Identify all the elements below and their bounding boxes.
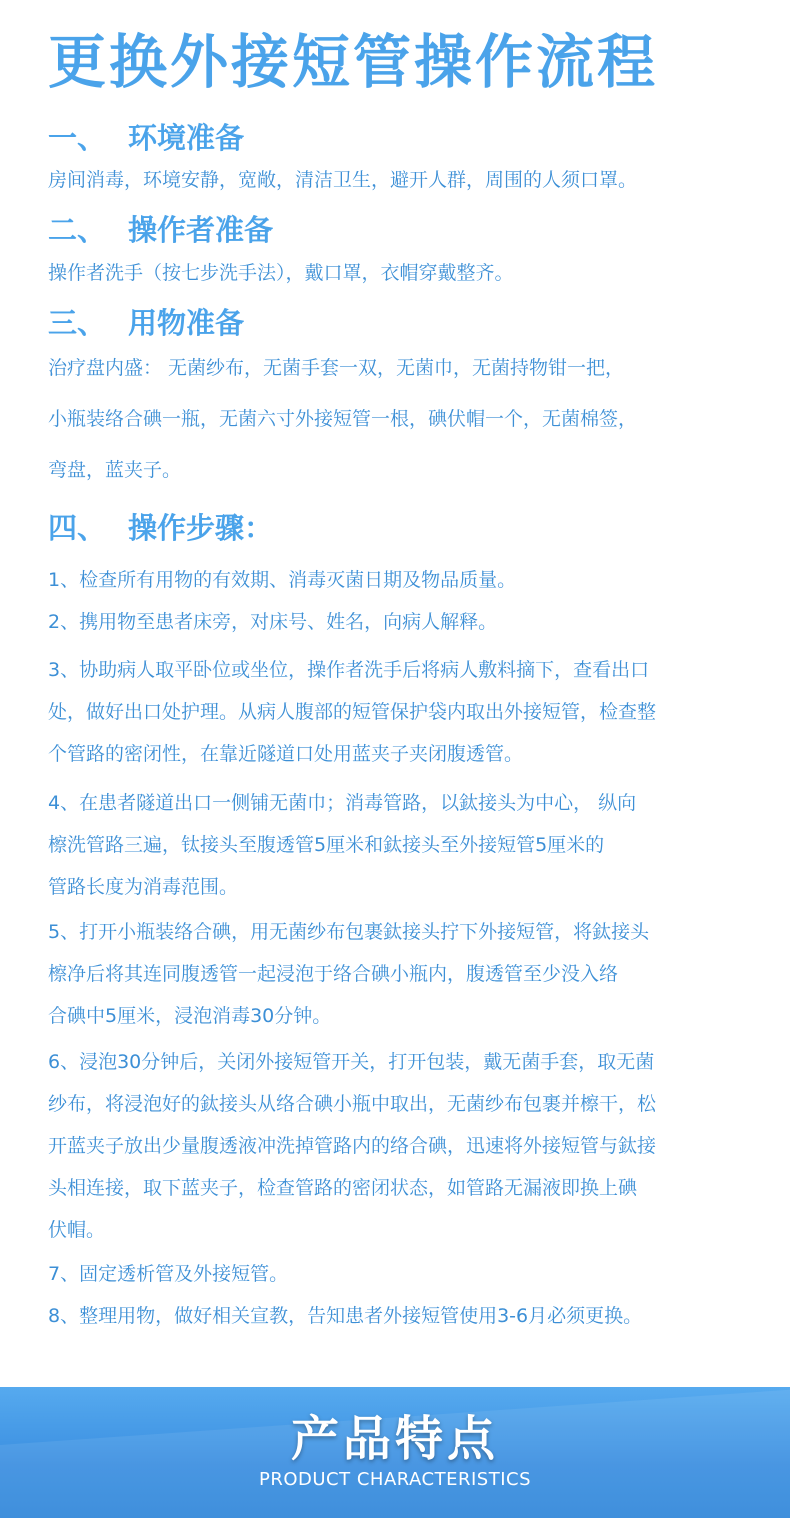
paragraph-line: 治疗盘内盛： 无菌纱布，无菌手套一双，无菌巾，无菌持物钳一把， <box>48 357 625 379</box>
product-characteristics-banner <box>0 1387 790 1518</box>
paragraph-line: 房间消毒，环境安静，宽敞，清洁卫生，避开人群，周围的人须口罩。 <box>48 169 638 191</box>
step-line: 3、协助病人取平卧位或坐位，操作者洗手后将病人敷料摘下，查看出口 <box>48 659 650 681</box>
section-number: 一、 <box>48 121 107 155</box>
section-number: 三、 <box>48 306 107 340</box>
step-line: 8、整理用物，做好相关宣教，告知患者外接短管使用3-6月必须更换。 <box>48 1305 643 1327</box>
paragraph-line: 弯盘，蓝夹子。 <box>48 459 182 481</box>
section-heading-environment <box>48 120 244 156</box>
section-number: 四、 <box>48 511 107 545</box>
step-line: 个管路的密闭性，在靠近隧道口处用蓝夹子夹闭腹透管。 <box>48 743 524 765</box>
step-line: 1、检查所有用物的有效期、消毒灭菌日期及物品质量。 <box>48 569 517 591</box>
step-line: 伏帽。 <box>48 1219 106 1241</box>
section-title: 环境准备 <box>128 121 245 155</box>
step-line: 头相连接，取下蓝夹子，检查管路的密闭状态，如管路无漏液即换上碘 <box>48 1177 638 1199</box>
section-title: 操作步骤： <box>128 511 274 545</box>
section-heading-supplies <box>48 305 244 341</box>
step-line: 2、携用物至患者床旁，对床号、姓名，向病人解释。 <box>48 611 498 633</box>
section-title: 用物准备 <box>128 306 245 340</box>
paragraph-line: 小瓶装络合碘一瓶，无菌六寸外接短管一根，碘伏帽一个，无菌棉签， <box>48 408 638 430</box>
step-line: 7、固定透析管及外接短管。 <box>48 1263 289 1285</box>
banner-title: 产品特点 <box>290 1411 499 1467</box>
section-number: 二、 <box>48 213 107 247</box>
paragraph-line: 操作者洗手（按七步洗手法），戴口罩，衣帽穿戴整齐。 <box>48 262 514 284</box>
step-line: 管路长度为消毒范围。 <box>48 876 239 898</box>
banner-subtitle: PRODUCT CHARACTERISTICS <box>258 1469 532 1490</box>
step-line: 6、浸泡30分钟后，关闭外接短管开关，打开包装，戴无菌手套，取无菌 <box>48 1051 655 1073</box>
page-title: 更换外接短管操作流程 <box>48 28 659 96</box>
step-line: 5、打开小瓶装络合碘，用无菌纱布包裹鈦接头拧下外接短管，将鈦接头 <box>48 921 650 943</box>
step-line: 檫净后将其连同腹透管一起浸泡于络合碘小瓶内，腹透管至少没入络 <box>48 963 619 985</box>
step-line: 处，做好出口处护理。从病人腹部的短管保护袋内取出外接短管，检查整 <box>48 701 657 723</box>
section-heading-steps <box>48 510 273 546</box>
step-line: 4、在患者隧道出口一侧铺无菌巾；消毒管路，以鈦接头为中心， 纵向 <box>48 792 637 814</box>
section-heading-operator <box>48 212 273 248</box>
step-line: 纱布，将浸泡好的鈦接头从络合碘小瓶中取出，无菌纱布包裹并檫干，松 <box>48 1093 657 1115</box>
step-line: 开蓝夹子放出少量腹透液冲洗掉管路内的络合碘，迅速将外接短管与鈦接 <box>48 1135 657 1157</box>
step-line: 檫洗管路三遍，钛接头至腹透管5厘米和鈦接头至外接短管5厘米的 <box>48 834 605 856</box>
step-line: 合碘中5厘米，浸泡消毒30分钟。 <box>48 1005 332 1027</box>
section-title: 操作者准备 <box>128 213 274 247</box>
